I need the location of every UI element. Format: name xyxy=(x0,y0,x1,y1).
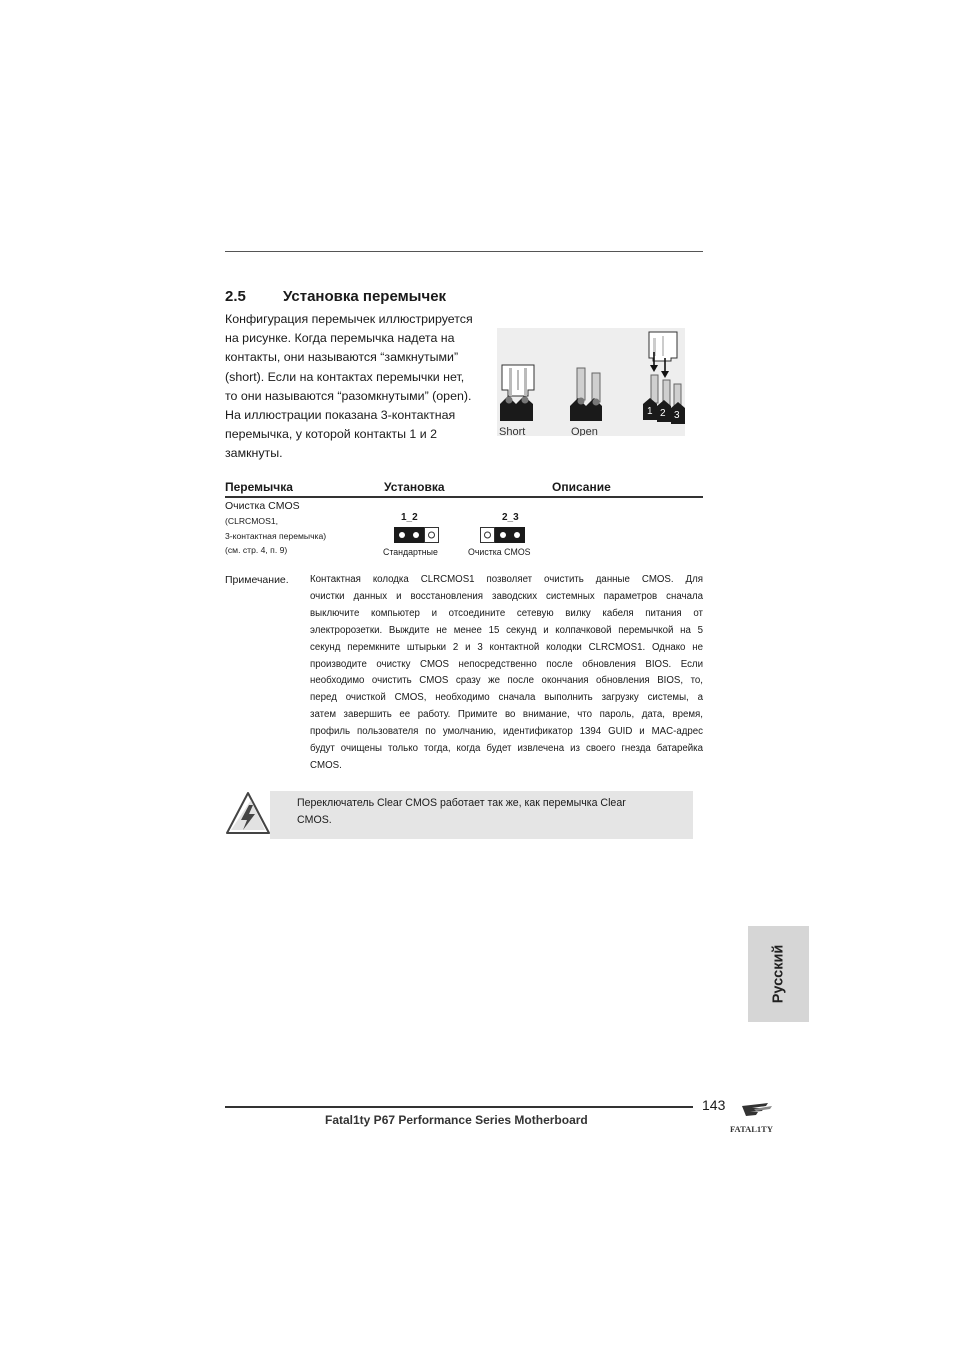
section-title: Установка перемычек xyxy=(283,288,447,305)
short-label: Short xyxy=(499,426,526,436)
intro-line: (short). Если на контактах перемычки нет, xyxy=(225,369,465,384)
warning-triangle-icon xyxy=(225,790,271,836)
note-line: CMOS. xyxy=(310,759,342,771)
note-line: будут очищены только тогда, когда будет извлечена из своего гнезда батарейка xyxy=(310,743,703,755)
intro-line: то они называются “разомкнутыми” (open). xyxy=(225,388,472,403)
setting-2-3-label: 2_3 xyxy=(502,512,519,523)
setting-1-2-label: 1_2 xyxy=(401,512,418,523)
intro-line: на рисунке. Когда перемычка надета на xyxy=(225,331,455,346)
table-header-rule xyxy=(225,496,703,498)
intro-line: замкнуты. xyxy=(225,446,283,461)
logo-text: FATAL1TY xyxy=(730,1124,773,1134)
table-header-description: Описание xyxy=(552,480,611,494)
warning-text xyxy=(297,795,677,829)
note-line: секунд перемкните штырьки 2 и 3 контактной колодки CLRCMOS1. Однако не xyxy=(310,641,703,653)
three-pin-drawing xyxy=(643,332,685,424)
jumper-detail: (см. стр. 4, п. 9) xyxy=(225,545,288,555)
page-number: 143 xyxy=(702,1097,726,1113)
intro-line: контакты, они называются “замкнутыми” xyxy=(225,350,459,365)
pin-number-label: 1 xyxy=(647,406,653,417)
note-body xyxy=(310,572,703,775)
footer-rule xyxy=(225,1106,693,1108)
header-rule xyxy=(225,251,703,252)
section-number: 2.5 xyxy=(225,288,246,305)
pin-number-label: 3 xyxy=(674,410,680,421)
intro-line: перемычка, у которой контакты 1 и 2 xyxy=(225,427,438,442)
intro-paragraph xyxy=(225,310,490,464)
language-tab-label: Русский xyxy=(770,944,787,1004)
note-line: затем завершить ее работу. Примите во внимание, что пароль, дата, время, xyxy=(310,709,703,721)
jumper-name: Очистка CMOS xyxy=(225,500,300,512)
warning-line: Переключатель Clear CMOS работает так же, как перемычка Clear xyxy=(297,797,626,809)
jumper-2-3-diagram xyxy=(480,527,526,544)
fatal1ty-logo-icon xyxy=(728,1100,782,1136)
table-row xyxy=(225,499,326,558)
language-tab-label-wrap xyxy=(748,926,809,1022)
note-line: Контактная колодка CLRCMOS1 позволяет очистить данные CMOS. Для xyxy=(310,574,703,585)
note-line: выключите компьютер и отсоедините сетевую вилку кабеля питания от xyxy=(310,607,703,619)
open-label: Open xyxy=(571,426,598,436)
note-line: электророзетки. Выждите не менее 15 секунд и колпачковой перемычкой на 5 xyxy=(310,624,703,636)
note-label: Примечание. xyxy=(225,574,289,586)
jumper-illustration xyxy=(497,328,685,436)
note-line: перед очисткой CMOS, необходимо сначала выполнить загрузку системы, а xyxy=(310,692,703,704)
jumper-1-2-diagram xyxy=(394,527,440,544)
note-line: производите очистку CMOS непосредственно после обновления BIOS. Если xyxy=(310,658,703,670)
note-line: очистки данных и восстановления заводских системных параметров сначала xyxy=(310,590,703,602)
intro-line: На иллюстрации показана 3-контактная xyxy=(225,408,456,423)
table-header-setting: Установка xyxy=(384,480,445,494)
setting-1-2-caption: Стандартные xyxy=(383,547,438,557)
pin-number-label: 2 xyxy=(660,408,666,419)
short-jumper-drawing xyxy=(500,365,534,421)
jumper-detail: 3-контактная перемычка) xyxy=(225,530,327,541)
open-pins-drawing xyxy=(570,368,602,421)
note-line: необходимо очистить CMOS сразу же после окончания обновления BIOS, то, xyxy=(310,675,703,687)
table-header-jumper: Перемычка xyxy=(225,480,293,494)
jumper-detail: (CLRCMOS1, xyxy=(225,516,279,526)
intro-line: Конфигурация перемычек иллюстрируется xyxy=(225,312,473,326)
setting-2-3-caption: Очистка CMOS xyxy=(468,547,531,557)
note-line: профиль пользователя по умолчанию, идентификатор 1394 GUID и MAC-адрес xyxy=(310,726,703,738)
warning-line: CMOS. xyxy=(297,814,332,826)
footer-title: Fatal1ty P67 Performance Series Motherboard xyxy=(325,1113,588,1127)
